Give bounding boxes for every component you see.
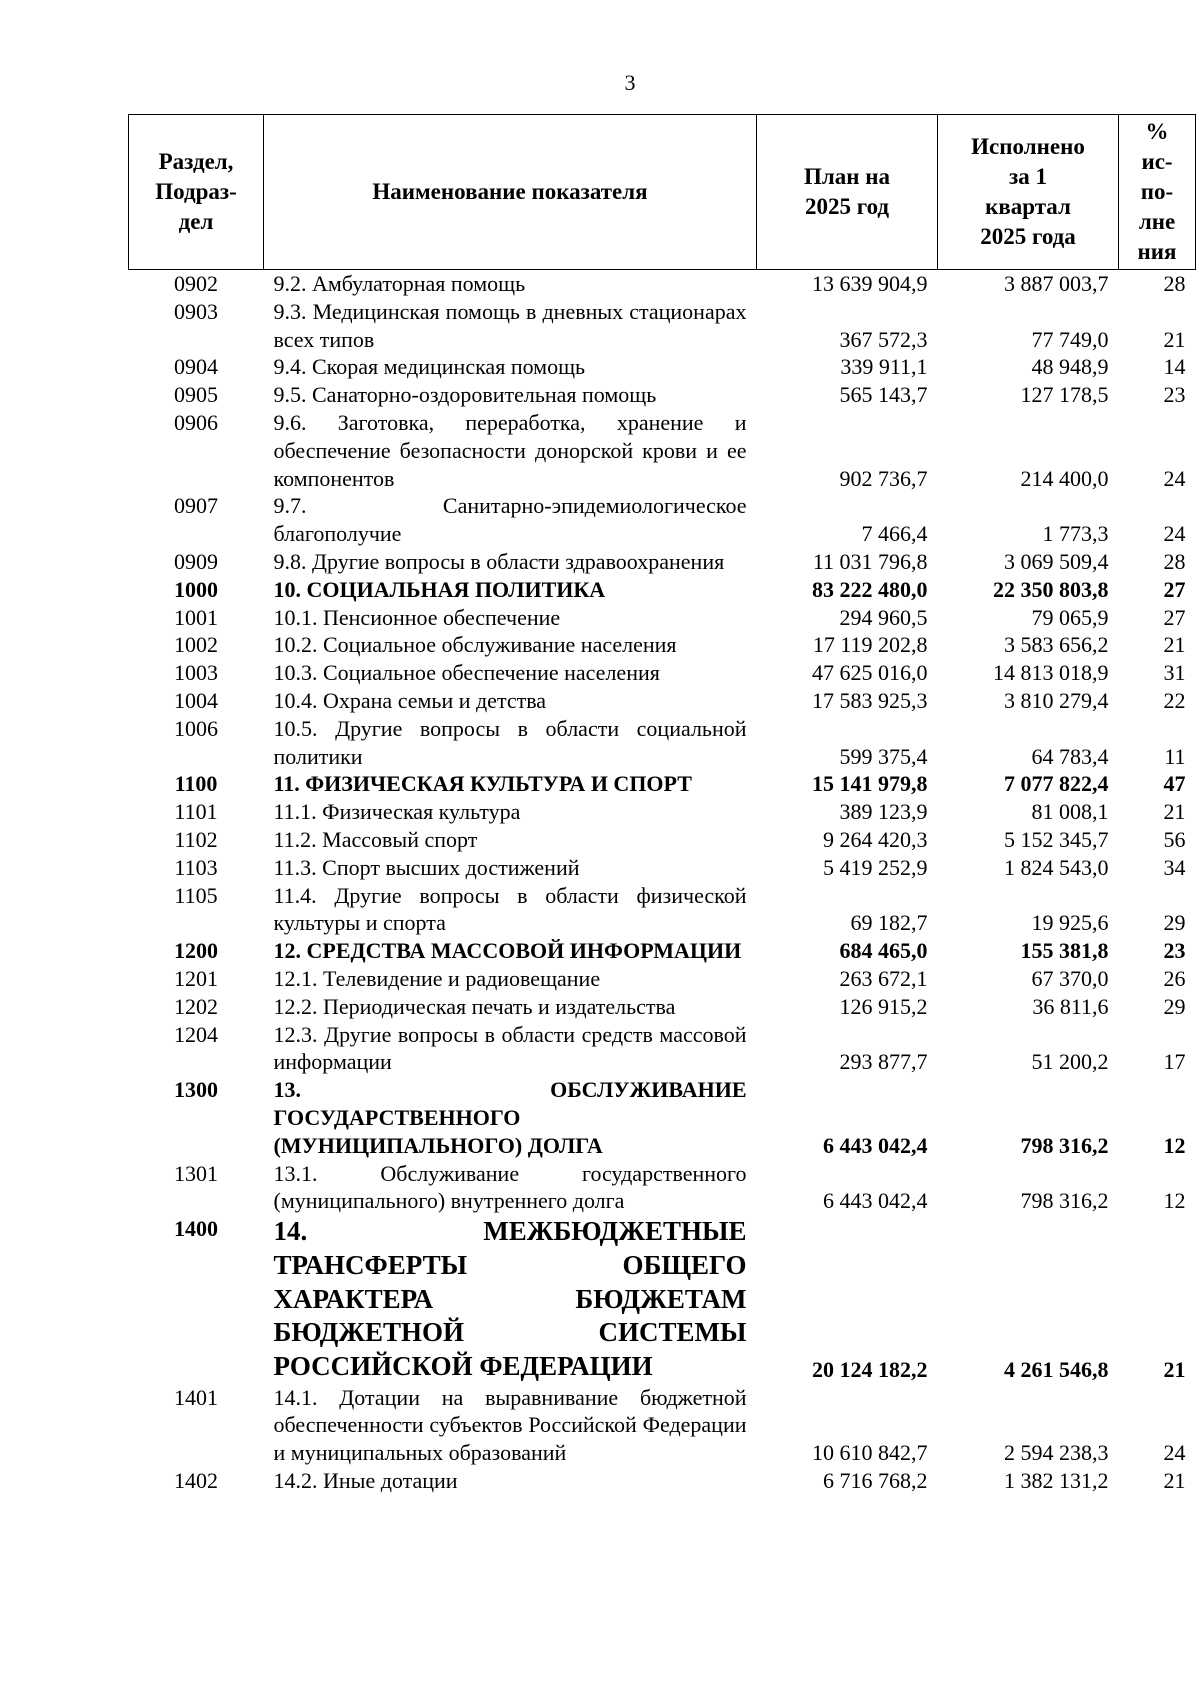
cell-code: 0904 <box>174 354 218 380</box>
cell-pct: 12 <box>1163 1132 1186 1158</box>
cell-code: 0905 <box>174 382 218 408</box>
cell-name: 10.2. Социальное обслуживание населения <box>273 632 677 658</box>
cell-code: 1401 <box>174 1384 218 1410</box>
budget-execution-table <box>128 114 1196 1495</box>
table-body <box>129 270 1196 1495</box>
cell-name: 9.5. Санаторно-оздоровительная помощь <box>273 382 657 408</box>
cell-pct: 47 <box>1163 771 1186 797</box>
cell-code: 1002 <box>174 632 218 658</box>
cell-pct: 28 <box>1163 271 1186 296</box>
header-done <box>938 115 1119 270</box>
cell-code: 0902 <box>174 271 218 296</box>
cell-done: 79 065,9 <box>1031 604 1109 630</box>
cell-done: 155 381,8 <box>1020 938 1109 964</box>
cell-code: 0903 <box>174 298 218 324</box>
table-row <box>129 993 1196 1021</box>
cell-pct: 21 <box>1163 1468 1186 1493</box>
cell-pct: 26 <box>1163 965 1186 991</box>
cell-done: 214 400,0 <box>1020 465 1109 491</box>
cell-done: 1 382 131,2 <box>1004 1468 1109 1493</box>
cell-plan: 599 375,4 <box>839 743 928 769</box>
cell-name: 11.4. Другие вопросы в области физической культуры и спорта <box>273 882 747 936</box>
cell-name: 9.4. Скорая медицинская помощь <box>273 354 586 380</box>
cell-code: 1006 <box>174 715 218 741</box>
header-pct-label: % ис- по- лне ния <box>1137 119 1177 264</box>
cell-plan: 6 443 042,4 <box>823 1188 928 1214</box>
cell-name: 13. ОБСЛУЖИВАНИЕ ГОСУДАРСТВЕННОГО (МУНИЦИПАЛЬНОГО) ДОЛГА <box>273 1077 747 1158</box>
cell-done: 5 152 345,7 <box>1004 826 1109 852</box>
cell-name: 10. СОЦИАЛЬНАЯ ПОЛИТИКА <box>273 576 606 602</box>
cell-code: 1202 <box>174 993 218 1019</box>
table-row <box>129 715 1196 771</box>
cell-done: 1 824 543,0 <box>1004 854 1109 880</box>
table-row <box>129 270 1196 298</box>
table-row <box>129 770 1196 798</box>
cell-done: 4 261 546,8 <box>1004 1356 1109 1382</box>
table-row <box>129 409 1196 492</box>
cell-pct: 14 <box>1163 354 1186 380</box>
cell-name: 12.2. Периодическая печать и издательства <box>273 993 676 1019</box>
cell-plan: 902 736,7 <box>839 465 928 491</box>
table-row <box>129 576 1196 604</box>
cell-done: 51 200,2 <box>1031 1049 1109 1075</box>
cell-plan: 15 141 979,8 <box>812 771 928 797</box>
table-row <box>129 631 1196 659</box>
table-row <box>129 1384 1196 1467</box>
cell-pct: 24 <box>1163 465 1186 491</box>
table-row <box>129 826 1196 854</box>
cell-code: 1105 <box>174 882 218 908</box>
cell-name: 14.2. Иные дотации <box>273 1468 458 1493</box>
cell-code: 1204 <box>174 1021 218 1047</box>
cell-plan: 7 466,4 <box>861 521 928 547</box>
cell-plan: 17 583 925,3 <box>812 687 928 713</box>
cell-name: 9.6. Заготовка, переработка, хранение и обеспечение безопасности донорской крови и ее компонентов <box>273 409 747 491</box>
cell-plan: 17 119 202,8 <box>812 632 928 658</box>
table-row <box>129 548 1196 576</box>
cell-done: 3 887 003,7 <box>1004 271 1109 296</box>
table-row <box>129 298 1196 354</box>
cell-code: 0909 <box>174 548 218 574</box>
table-row <box>129 854 1196 882</box>
table-row <box>129 965 1196 993</box>
cell-pct: 23 <box>1163 938 1186 964</box>
header-row <box>129 115 1196 270</box>
cell-code: 1301 <box>174 1160 218 1186</box>
table-row <box>129 492 1196 548</box>
cell-name: 9.7. Санитарно-эпидемиологическое благополучие <box>273 493 747 547</box>
cell-code: 1100 <box>174 771 218 797</box>
cell-name: 10.1. Пенсионное обеспечение <box>273 604 561 630</box>
cell-plan: 389 123,9 <box>839 799 928 825</box>
cell-plan: 126 915,2 <box>839 993 928 1019</box>
cell-plan: 11 031 796,8 <box>812 548 928 574</box>
cell-plan: 5 419 252,9 <box>823 854 928 880</box>
cell-name: 13.1. Обслуживание государственного (муниципального) внутреннего долга <box>273 1160 747 1214</box>
cell-plan: 293 877,7 <box>839 1049 928 1075</box>
cell-pct: 56 <box>1163 826 1186 852</box>
cell-code: 0907 <box>174 493 218 519</box>
cell-pct: 21 <box>1163 799 1186 825</box>
header-plan-label: План на 2025 год <box>803 164 891 219</box>
cell-plan: 9 264 420,3 <box>823 826 928 852</box>
cell-pct: 22 <box>1163 687 1186 713</box>
cell-plan: 565 143,7 <box>839 382 928 408</box>
cell-pct: 27 <box>1163 576 1186 602</box>
cell-plan: 10 610 842,7 <box>812 1440 928 1466</box>
cell-name: 9.2. Амбулаторная помощь <box>273 271 526 296</box>
cell-plan: 294 960,5 <box>839 604 928 630</box>
cell-plan: 6 716 768,2 <box>823 1468 928 1493</box>
cell-name: 9.3. Медицинская помощь в дневных стационарах всех типов <box>273 298 747 352</box>
cell-plan: 69 182,7 <box>850 910 928 936</box>
cell-pct: 21 <box>1163 1356 1186 1382</box>
cell-done: 64 783,4 <box>1031 743 1109 769</box>
cell-pct: 11 <box>1164 743 1186 769</box>
cell-pct: 21 <box>1163 632 1186 658</box>
table-row <box>129 1215 1196 1384</box>
table-row <box>129 937 1196 965</box>
cell-name: 14.1. Дотации на выравнивание бюджетной обеспеченности субъектов Российской Федерации и муниципальных образований <box>273 1384 747 1466</box>
cell-done: 3 583 656,2 <box>1004 632 1109 658</box>
cell-pct: 34 <box>1163 854 1186 880</box>
cell-done: 3 069 509,4 <box>1004 548 1109 574</box>
cell-pct: 12 <box>1163 1188 1186 1214</box>
header-name <box>264 115 757 270</box>
cell-name: 11.2. Массовый спорт <box>273 826 478 852</box>
cell-done: 81 008,1 <box>1031 799 1109 825</box>
cell-code: 1003 <box>174 660 218 686</box>
cell-code: 0906 <box>174 409 218 435</box>
cell-pct: 29 <box>1163 993 1186 1019</box>
cell-plan: 339 911,1 <box>840 354 928 380</box>
cell-done: 127 178,5 <box>1020 382 1109 408</box>
cell-done: 798 316,2 <box>1020 1132 1109 1158</box>
cell-code: 1400 <box>174 1216 218 1242</box>
cell-pct: 29 <box>1163 910 1186 936</box>
cell-name: 12.1. Телевидение и радиовещание <box>273 965 601 991</box>
header-done-label: Исполнено за 1 квартал 2025 года <box>971 134 1085 249</box>
cell-done: 19 925,6 <box>1031 910 1109 936</box>
cell-code: 1001 <box>174 604 218 630</box>
cell-code: 1101 <box>174 799 218 825</box>
cell-pct: 21 <box>1163 326 1186 352</box>
cell-done: 77 749,0 <box>1031 326 1109 352</box>
cell-plan: 367 572,3 <box>839 326 928 352</box>
cell-done: 2 594 238,3 <box>1004 1440 1109 1466</box>
header-code-label: Раздел, Подраз- дел <box>155 149 237 234</box>
cell-code: 1102 <box>174 826 218 852</box>
cell-name: 10.4. Охрана семьи и детства <box>273 687 547 713</box>
table-row <box>129 604 1196 632</box>
cell-name: 10.3. Социальное обеспечение населения <box>273 660 660 686</box>
header-pct <box>1119 115 1196 270</box>
cell-plan: 47 625 016,0 <box>812 660 928 686</box>
cell-done: 1 773,3 <box>1042 521 1109 547</box>
cell-name: 12.3. Другие вопросы в области средств массовой информации <box>273 1021 747 1075</box>
table-row <box>129 1160 1196 1216</box>
table-row <box>129 353 1196 381</box>
table-header <box>129 115 1196 270</box>
cell-pct: 24 <box>1163 521 1186 547</box>
cell-name: 11.3. Спорт высших достижений <box>273 854 580 880</box>
cell-plan: 684 465,0 <box>839 938 928 964</box>
cell-code: 1201 <box>174 965 218 991</box>
cell-name: 14. МЕЖБЮДЖЕТНЫЕ ТРАНСФЕРТЫ ОБЩЕГО ХАРАКТЕРА БЮДЖЕТАМ БЮДЖЕТНОЙ СИСТЕМЫ РОССИЙСКОЙ ФЕДЕРАЦИИ <box>273 1216 747 1381</box>
cell-name: 11. ФИЗИЧЕСКАЯ КУЛЬТУРА И СПОРТ <box>273 771 692 797</box>
table-row <box>129 798 1196 826</box>
cell-done: 36 811,6 <box>1032 993 1109 1019</box>
cell-done: 67 370,0 <box>1031 965 1109 991</box>
cell-name: 9.8. Другие вопросы в области здравоохранения <box>273 548 725 574</box>
cell-plan: 13 639 904,9 <box>812 271 928 296</box>
table-row <box>129 1467 1196 1495</box>
header-name-label: Наименование показателя <box>372 179 648 204</box>
cell-code: 1000 <box>174 576 218 602</box>
cell-plan: 20 124 182,2 <box>812 1356 928 1382</box>
cell-pct: 27 <box>1163 604 1186 630</box>
cell-code: 1103 <box>174 854 218 880</box>
cell-code: 1004 <box>174 687 218 713</box>
cell-done: 14 813 018,9 <box>993 660 1109 686</box>
header-code <box>129 115 264 270</box>
table-row <box>129 381 1196 409</box>
cell-code: 1300 <box>174 1077 218 1103</box>
cell-plan: 263 672,1 <box>839 965 928 991</box>
cell-done: 48 948,9 <box>1031 354 1109 380</box>
header-plan <box>757 115 938 270</box>
cell-plan: 83 222 480,0 <box>812 576 928 602</box>
cell-name: 10.5. Другие вопросы в области социальной политики <box>273 715 747 769</box>
table-row <box>129 1076 1196 1159</box>
cell-pct: 28 <box>1163 548 1186 574</box>
cell-code: 1402 <box>174 1468 218 1493</box>
cell-code: 1200 <box>174 938 218 964</box>
table-row <box>129 1021 1196 1077</box>
table-row <box>129 659 1196 687</box>
cell-pct: 24 <box>1163 1440 1186 1466</box>
cell-name: 12. СРЕДСТВА МАССОВОЙ ИНФОРМАЦИИ <box>273 938 742 964</box>
cell-pct: 17 <box>1163 1049 1186 1075</box>
table-row <box>129 687 1196 715</box>
page-number: 3 <box>624 70 636 95</box>
budget-execution-table-container <box>128 114 1186 1495</box>
cell-done: 798 316,2 <box>1020 1188 1109 1214</box>
cell-pct: 31 <box>1163 660 1186 686</box>
table-row <box>129 882 1196 938</box>
cell-done: 22 350 803,8 <box>993 576 1109 602</box>
cell-plan: 6 443 042,4 <box>823 1132 928 1158</box>
cell-done: 7 077 822,4 <box>1004 771 1109 797</box>
cell-pct: 23 <box>1163 382 1186 408</box>
cell-name: 11.1. Физическая культура <box>273 799 521 825</box>
cell-done: 3 810 279,4 <box>1004 687 1109 713</box>
